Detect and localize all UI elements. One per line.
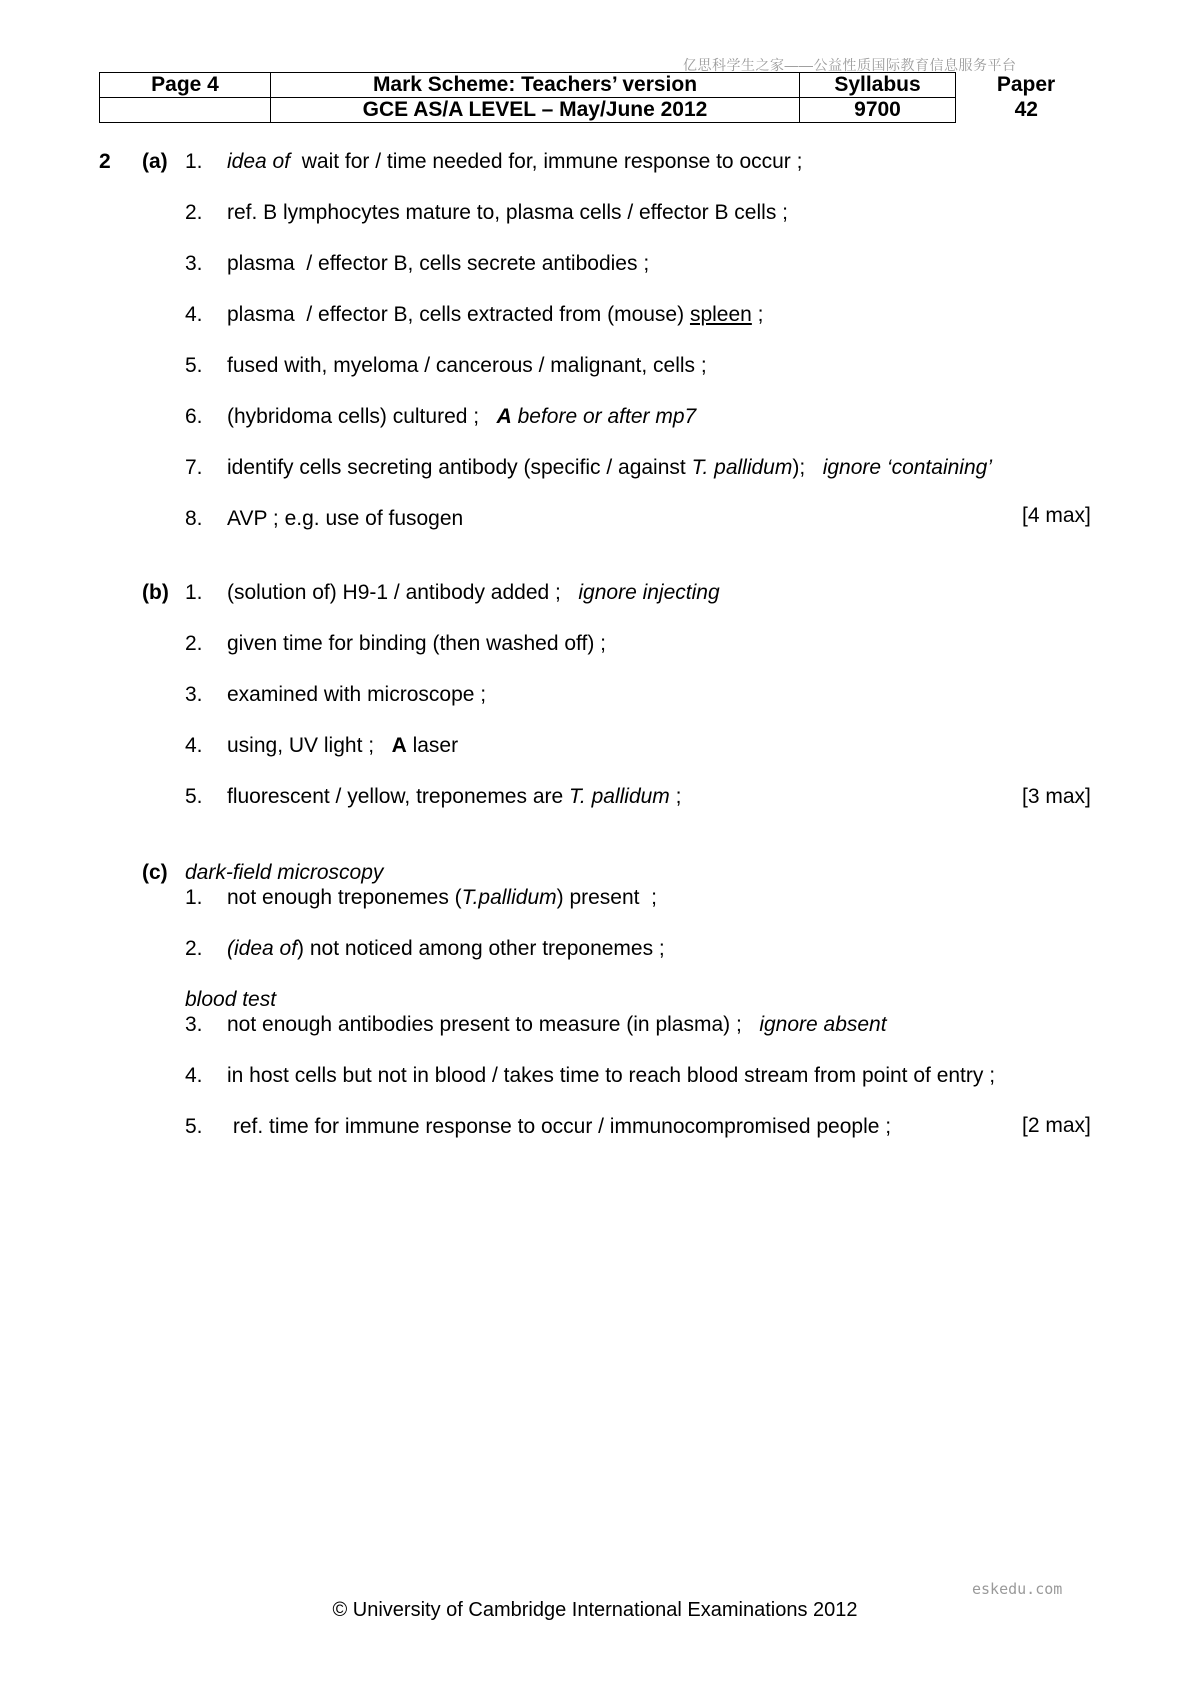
question-number: 2	[99, 150, 111, 173]
marking-point-text: examined with microscope ;	[227, 683, 487, 706]
point-number: 3.	[185, 1013, 203, 1036]
marking-point	[227, 733, 458, 759]
marking-point-text: ) present ;	[556, 886, 658, 909]
part-c-label: (c)	[142, 861, 168, 884]
marking-point-text: (idea of	[227, 937, 298, 960]
point-number: 8.	[185, 507, 203, 530]
footer-copyright: © University of Cambridge International Examinations 2012	[332, 1599, 858, 1621]
watermark-top: 亿思科学生之家——公益性质国际教育信息服务平台	[683, 57, 1017, 73]
header-subtitle: GCE AS/A LEVEL – May/June 2012	[271, 98, 800, 123]
marking-point-text: using, UV light ;	[227, 734, 392, 757]
marking-point-text: fused with, myeloma / cancerous / malignant, cells ;	[227, 354, 707, 377]
header-paper-number: 42	[1014, 98, 1038, 121]
part-c-heading-dark-field: dark-field microscopy	[185, 861, 384, 884]
marking-point-text: ) not noticed among other treponemes ;	[297, 937, 665, 960]
marking-point	[227, 302, 764, 328]
marking-point-text: ref. time for immune response to occur / immunocompromised people ;	[227, 1115, 892, 1138]
point-number: 3.	[185, 252, 203, 275]
marking-point-text: A	[391, 734, 407, 757]
marking-point	[227, 936, 665, 962]
watermark-bottom: eskedu.com	[972, 1580, 1063, 1598]
header-paper-label: Paper	[996, 73, 1056, 96]
point-number: 1.	[185, 886, 203, 909]
point-number: 3.	[185, 683, 203, 706]
header-syllabus-code: 9700	[800, 98, 956, 123]
marking-point	[227, 631, 606, 657]
marking-point	[227, 1012, 887, 1038]
marking-point	[227, 353, 707, 379]
marking-point	[227, 200, 788, 226]
marking-point-text: (hybridoma cells) cultured ;	[227, 405, 497, 428]
marking-point	[227, 1063, 995, 1089]
marking-point-text: not enough treponemes (	[227, 886, 462, 909]
point-number: 5.	[185, 785, 203, 808]
point-number: 4.	[185, 303, 203, 326]
marking-point-text: AVP ; e.g. use of fusogen	[227, 507, 464, 530]
marking-point	[227, 885, 657, 911]
point-number: 4.	[185, 734, 203, 757]
marking-point-text: ;	[669, 785, 682, 808]
point-number: 4.	[185, 1064, 203, 1087]
marking-point-text: T.pallidum	[461, 886, 557, 909]
header-title: Mark Scheme: Teachers’ version	[271, 73, 800, 98]
point-number: 1.	[185, 150, 203, 173]
marking-point-text: idea of	[227, 150, 291, 173]
marking-point	[227, 404, 696, 430]
marking-point-text: not enough antibodies present to measure (in plasma) ;	[227, 1013, 760, 1036]
point-number: 1.	[185, 581, 203, 604]
point-number: 6.	[185, 405, 203, 428]
marking-point	[227, 580, 720, 606]
marking-point	[227, 784, 681, 810]
part-b-marks: [3 max]	[1022, 785, 1091, 808]
header-syllabus-label: Syllabus	[800, 73, 956, 98]
marking-point-text: spleen	[689, 303, 752, 326]
part-c-heading-blood-test: blood test	[185, 988, 277, 1011]
marking-point-text: ;	[751, 303, 764, 326]
header-empty-cell	[100, 98, 271, 123]
marking-point-text: before or after mp7	[511, 405, 697, 428]
marking-point	[227, 506, 463, 532]
marking-point-text: );	[792, 456, 823, 479]
marking-point-text: plasma / effector B, cells extracted from (mouse)	[227, 303, 690, 326]
marking-point-text: ignore absent	[759, 1013, 887, 1036]
marking-point	[227, 1114, 891, 1140]
header-page: Page 4	[100, 73, 271, 98]
marking-point-text: ignore ‘containing’	[822, 456, 992, 479]
marking-point-text: wait for / time needed for, immune response to occur ;	[290, 150, 803, 173]
marking-point-text: given time for binding (then washed off) ;	[227, 632, 606, 655]
point-number: 5.	[185, 1115, 203, 1138]
part-a-marks: [4 max]	[1022, 504, 1091, 527]
marking-point	[227, 149, 802, 175]
marking-point-text: T. pallidum	[691, 456, 793, 479]
marking-point-text: fluorescent / yellow, treponemes are	[227, 785, 570, 808]
part-a-label: (a)	[142, 150, 168, 173]
marking-point-text: identify cells secreting antibody (specific / against	[227, 456, 692, 479]
marking-point-text: in host cells but not in blood / takes time to reach blood stream from point of entry ;	[227, 1064, 996, 1087]
point-number: 2.	[185, 937, 203, 960]
marking-point	[227, 251, 649, 277]
point-number: 2.	[185, 201, 203, 224]
part-b-label: (b)	[142, 581, 169, 604]
marking-point-text: plasma / effector B, cells secrete antibodies ;	[227, 252, 650, 275]
marking-point	[227, 682, 486, 708]
marking-point-text: (solution of) H9-1 / antibody added ;	[227, 581, 579, 604]
marking-point-text: A	[496, 405, 512, 428]
point-number: 7.	[185, 456, 203, 479]
point-number: 5.	[185, 354, 203, 377]
marking-point	[227, 455, 992, 481]
marking-point-text: laser	[406, 734, 459, 757]
part-c-marks: [2 max]	[1022, 1114, 1091, 1137]
marking-point-text: ref. B lymphocytes mature to, plasma cells / effector B cells ;	[227, 201, 788, 224]
marking-point-text: T. pallidum	[569, 785, 670, 808]
marking-point-text: ignore injecting	[578, 581, 720, 604]
point-number: 2.	[185, 632, 203, 655]
header-table	[99, 72, 1097, 123]
